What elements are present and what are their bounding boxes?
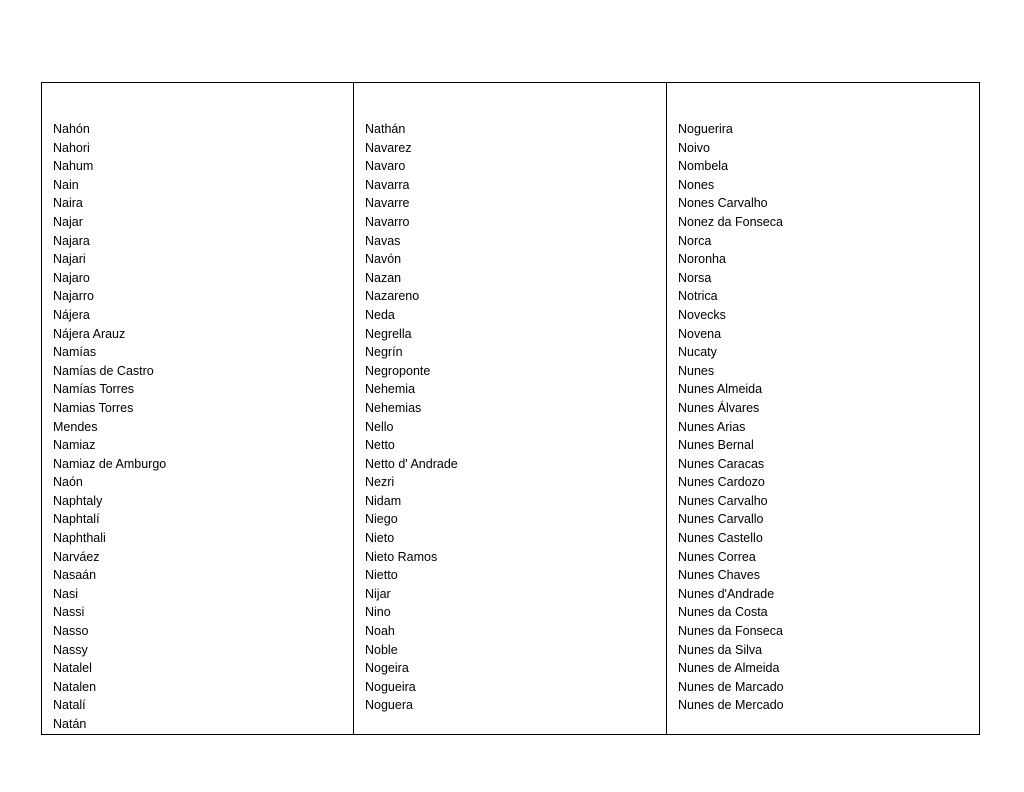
surname-entry: Natán bbox=[53, 717, 87, 731]
surname-entry: Nunes Carvalho bbox=[678, 493, 768, 508]
surname-entry: Nunes Arias bbox=[678, 419, 746, 434]
surname-entry: Navarre bbox=[365, 196, 410, 211]
surname-entry: Nunes de Marcado bbox=[678, 679, 784, 694]
surname-entry: Navarez bbox=[365, 140, 412, 155]
surname-entry: Naphthali bbox=[53, 531, 106, 546]
surname-entry: Nain bbox=[53, 177, 79, 192]
surname-entry: Nunes Chaves bbox=[678, 568, 760, 583]
surname-list-3 bbox=[678, 120, 784, 715]
surname-entry: Nasi bbox=[53, 586, 79, 601]
surname-entry: Narváez bbox=[53, 549, 100, 564]
surname-entry: Nietto bbox=[365, 568, 398, 583]
surname-entry: Najara bbox=[53, 233, 90, 248]
surname-entry: Nonez da Fonseca bbox=[678, 214, 783, 229]
surname-entry: Nunes Cardozo bbox=[678, 475, 765, 490]
surname-entry: Negroponte bbox=[365, 363, 431, 378]
surname-entry: Netto bbox=[365, 438, 395, 453]
surname-entry: Najari bbox=[53, 252, 86, 267]
surname-entry: Nones Carvalho bbox=[678, 196, 768, 211]
surname-entry: Novecks bbox=[678, 307, 726, 322]
surname-entry: Navarro bbox=[365, 214, 410, 229]
surname-entry: Naphtaly bbox=[53, 493, 103, 508]
table-column-2 bbox=[354, 83, 667, 734]
surname-entry: Noguerira bbox=[678, 122, 733, 136]
surname-entry: Natalí bbox=[53, 698, 86, 713]
surname-entry: Nahum bbox=[53, 159, 94, 174]
surname-list-2 bbox=[365, 120, 458, 715]
surname-entry: Nunes da Fonseca bbox=[678, 624, 783, 639]
surname-entry: Novena bbox=[678, 326, 722, 341]
surname-entry: Nombela bbox=[678, 159, 729, 174]
surname-entry: Naira bbox=[53, 196, 83, 211]
surname-entry: Najarro bbox=[53, 289, 94, 304]
surname-entry: Nassy bbox=[53, 642, 88, 657]
surname-entry: Nahori bbox=[53, 140, 90, 155]
surname-entry: Nieto Ramos bbox=[365, 549, 438, 564]
surname-entry: Noble bbox=[365, 642, 398, 657]
surname-entry: Nino bbox=[365, 605, 391, 620]
surname-entry: Nunes da Silva bbox=[678, 642, 763, 657]
surname-entry: Noronha bbox=[678, 252, 726, 267]
surname-list-1 bbox=[53, 120, 166, 734]
surname-entry: Nehemia bbox=[365, 382, 416, 397]
surname-entry: Nazareno bbox=[365, 289, 420, 304]
surname-entry: Natalel bbox=[53, 661, 92, 676]
surname-entry: Nassi bbox=[53, 605, 85, 620]
surname-entry: Nunes bbox=[678, 363, 715, 378]
surname-entry: Mendes bbox=[53, 419, 98, 434]
surname-table bbox=[41, 82, 980, 735]
surname-entry: Nunes Almeida bbox=[678, 382, 763, 397]
surname-entry: Najar bbox=[53, 214, 83, 229]
surname-entry: Nasso bbox=[53, 624, 89, 639]
surname-entry: Norca bbox=[678, 233, 712, 248]
surname-entry: Namias Torres bbox=[53, 400, 134, 415]
surname-entry: Nucaty bbox=[678, 345, 717, 360]
surname-entry: Notrica bbox=[678, 289, 718, 304]
surname-entry: Navarra bbox=[365, 177, 410, 192]
surname-entry: Navón bbox=[365, 252, 402, 267]
surname-entry: Nijar bbox=[365, 586, 391, 601]
surname-entry: Namiaz de Amburgo bbox=[53, 456, 167, 471]
surname-entry: Nunes Caracas bbox=[678, 456, 765, 471]
surname-entry: Nieto bbox=[365, 531, 395, 546]
surname-entry: Nunes da Costa bbox=[678, 605, 768, 620]
surname-entry: Neda bbox=[365, 307, 395, 322]
surname-entry: Nogeira bbox=[365, 661, 409, 676]
surname-entry: Nidam bbox=[365, 493, 402, 508]
surname-entry: Namías bbox=[53, 345, 97, 360]
surname-entry: Noguera bbox=[365, 698, 413, 713]
surname-entry: Najaro bbox=[53, 270, 90, 285]
surname-entry: Nunes de Almeida bbox=[678, 661, 780, 676]
surname-entry: Nello bbox=[365, 419, 394, 434]
surname-entry: Nájera Arauz bbox=[53, 326, 126, 341]
surname-entry: Nasaán bbox=[53, 568, 97, 583]
surname-entry: Naphtalí bbox=[53, 512, 100, 527]
surname-entry: Namiaz bbox=[53, 438, 96, 453]
surname-entry: Nogueira bbox=[365, 679, 416, 694]
surname-entry: Nazan bbox=[365, 270, 402, 285]
surname-entry: Noah bbox=[365, 624, 395, 639]
surname-entry: Naón bbox=[53, 475, 83, 490]
surname-entry: Nunes Bernal bbox=[678, 438, 754, 453]
surname-entry: Nunes Carvallo bbox=[678, 512, 764, 527]
surname-entry: Nunes Álvares bbox=[678, 400, 760, 415]
surname-entry: Norsa bbox=[678, 270, 712, 285]
surname-entry: Namías Torres bbox=[53, 382, 135, 397]
surname-entry: Negrín bbox=[365, 345, 403, 360]
surname-entry: Nunes Castello bbox=[678, 531, 763, 546]
surname-entry: Nahón bbox=[53, 122, 90, 136]
surname-entry: Namías de Castro bbox=[53, 363, 154, 378]
surname-entry: Natalen bbox=[53, 679, 97, 694]
surname-entry: Navaro bbox=[365, 159, 406, 174]
surname-entry: Nunes Correa bbox=[678, 549, 756, 564]
surname-entry: Nehemias bbox=[365, 400, 422, 415]
surname-entry: Netto d' Andrade bbox=[365, 456, 458, 471]
surname-entry: Nones bbox=[678, 177, 715, 192]
table-column-3 bbox=[667, 83, 979, 734]
surname-entry: Nájera bbox=[53, 307, 90, 322]
surname-entry: Niego bbox=[365, 512, 398, 527]
table-column-1 bbox=[42, 83, 354, 734]
surname-entry: Nunes de Mercado bbox=[678, 698, 784, 713]
surname-entry: Negrella bbox=[365, 326, 412, 341]
surname-entry: Nathán bbox=[365, 122, 406, 136]
surname-entry: Nezri bbox=[365, 475, 395, 490]
surname-entry: Noivo bbox=[678, 140, 710, 155]
surname-entry: Navas bbox=[365, 233, 401, 248]
surname-entry: Nunes d'Andrade bbox=[678, 586, 775, 601]
